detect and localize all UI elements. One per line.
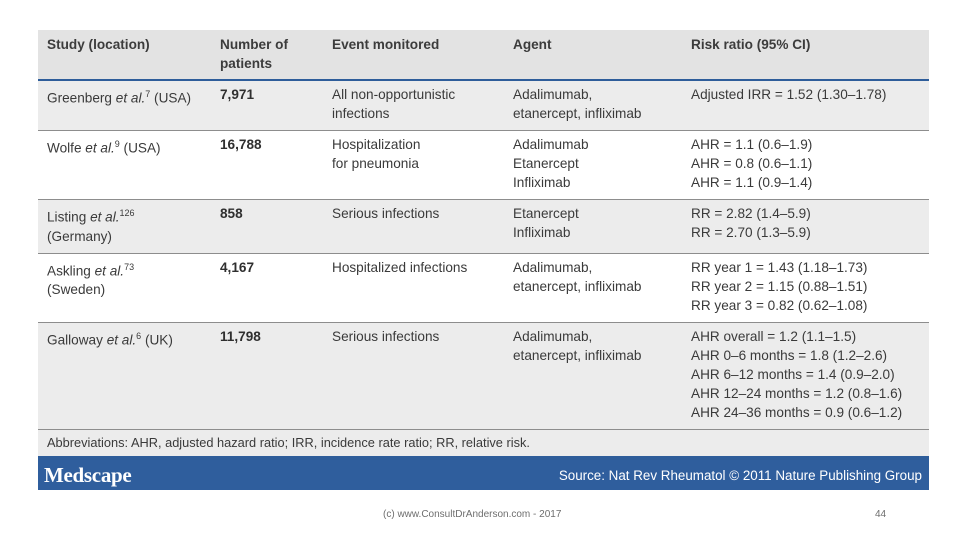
agent-line: etanercept, infliximab	[513, 106, 642, 121]
study-location: (USA)	[119, 140, 161, 156]
header-event-line: Event monitored	[332, 37, 440, 52]
risk-line: AHR = 1.1 (0.6–1.9)	[691, 137, 813, 152]
patients-count: 16,788	[220, 137, 262, 152]
study-line	[47, 327, 211, 350]
study-etal: et al.	[102, 332, 137, 348]
cell-study	[38, 200, 211, 254]
agent-line: Etanercept	[513, 206, 579, 221]
risk-line: RR year 2 = 1.15 (0.88–1.51)	[691, 278, 868, 294]
study-table	[38, 30, 929, 430]
study-location: (USA)	[150, 90, 192, 106]
risk-line: AHR = 1.1 (0.9–1.4)	[691, 175, 813, 190]
header-row	[38, 30, 929, 80]
study-etal: et al.	[112, 90, 146, 106]
cell-study	[38, 80, 211, 131]
risk-line: RR = 2.82 (1.4–5.9)	[691, 206, 811, 221]
study-line	[47, 85, 211, 108]
risk-line: RR = 2.70 (1.3–5.9)	[691, 225, 811, 240]
header-risk	[682, 30, 929, 80]
patients-count: 11,798	[220, 328, 261, 344]
cell-risk	[682, 253, 929, 322]
agent-line: Adalimumab	[513, 137, 589, 152]
study-figure	[38, 30, 929, 490]
table-row	[38, 80, 929, 131]
study-line	[47, 204, 211, 227]
header-risk-line: Risk ratio (95% CI)	[691, 37, 811, 52]
brand-bar	[38, 460, 929, 490]
cell-event	[323, 131, 504, 200]
medscape-logo: Medscape	[44, 462, 132, 487]
header-patients	[211, 30, 323, 80]
page-number: 44	[875, 509, 887, 520]
risk-line: AHR 0–6 months = 1.8 (1.2–2.6)	[691, 347, 888, 363]
study-location: (UK)	[141, 332, 173, 348]
study-etal: et al.	[81, 140, 115, 156]
cell-study	[38, 253, 211, 322]
risk-line: AHR 12–24 months = 1.2 (0.8–1.6)	[691, 385, 903, 401]
header-study-line: (location)	[88, 37, 150, 52]
patients-count: 4,167	[220, 259, 255, 275]
cell-event	[323, 322, 504, 429]
agent-line: Adalimumab,	[513, 87, 593, 102]
patients-count: 858	[220, 206, 243, 221]
source-credit: Source: Nat Rev Rheumatol © 2011 Nature Publishing Group	[558, 467, 922, 483]
table-row	[38, 253, 929, 322]
risk-line: AHR 24–36 months = 0.9 (0.6–1.2)	[691, 404, 903, 420]
study-line	[47, 258, 211, 281]
header-event	[323, 30, 504, 80]
study-location-line: (Sweden)	[47, 282, 106, 298]
risk-line: AHR overall = 1.2 (1.1–1.5)	[691, 328, 857, 344]
study-etal: et al.	[90, 263, 125, 279]
study-name: Wolfe	[47, 140, 82, 156]
cell-event	[323, 80, 504, 131]
table-body	[38, 80, 929, 429]
cell-agent	[504, 80, 682, 131]
study-name: Greenberg	[47, 90, 112, 106]
cell-patients	[211, 253, 323, 322]
study-name: Galloway	[47, 332, 103, 348]
study-ref: 126	[119, 208, 135, 218]
agent-line: etanercept, infliximab	[513, 347, 642, 363]
cell-patients	[211, 80, 323, 131]
cell-risk	[682, 322, 929, 429]
agent-line: Adalimumab,	[513, 328, 593, 344]
header-study	[38, 30, 211, 80]
cell-patients	[211, 322, 323, 429]
event-line: Serious infections	[332, 206, 440, 221]
agent-line: Infliximab	[513, 225, 571, 240]
patients-count: 7,971	[220, 87, 255, 102]
risk-line: AHR 6–12 months = 1.4 (0.9–2.0)	[691, 366, 895, 382]
study-etal: et al.	[86, 209, 120, 225]
abbreviations-note: Abbreviations: AHR, adjusted hazard ratio; IRR, incidence rate ratio; RR, relative risk.	[38, 430, 929, 460]
header-agent-line: Agent	[513, 37, 552, 52]
study-line	[47, 135, 211, 158]
cell-agent	[504, 322, 682, 429]
header-patients-line: of patients	[220, 37, 288, 71]
study-name: Askling	[47, 263, 91, 279]
event-line: Serious infections	[332, 328, 440, 344]
risk-line: RR year 1 = 1.43 (1.18–1.73)	[691, 259, 868, 275]
table-row	[38, 322, 929, 429]
study-ref: 9	[114, 139, 120, 149]
risk-line: RR year 3 = 0.82 (0.62–1.08)	[691, 297, 868, 313]
header-patients-line: Number	[220, 37, 272, 52]
event-line: infections	[332, 106, 390, 121]
cell-event	[323, 253, 504, 322]
event-line: All non-opportunistic	[332, 87, 456, 102]
study-name: Listing	[47, 209, 87, 225]
agent-line: etanercept, infliximab	[513, 278, 642, 294]
agent-line: Infliximab	[513, 175, 571, 190]
cell-event	[323, 200, 504, 254]
study-ref: 6	[136, 330, 142, 341]
event-line: Hospitalization	[332, 137, 421, 152]
study-location-line: (Germany)	[47, 228, 112, 244]
cell-agent	[504, 131, 682, 200]
cell-agent	[504, 253, 682, 322]
cell-study	[38, 131, 211, 200]
table-row	[38, 200, 929, 254]
copyright-text: (c) www.ConsultDrAnderson.com - 2017	[383, 509, 562, 520]
study-ref: 73	[124, 261, 135, 272]
cell-patients	[211, 200, 323, 254]
table-row	[38, 131, 929, 200]
cell-risk	[682, 200, 929, 254]
event-line: Hospitalized infections	[332, 259, 468, 275]
cell-risk	[682, 80, 929, 131]
risk-line: Adjusted IRR = 1.52 (1.30–1.78)	[691, 87, 887, 102]
header-study-line: Study	[47, 37, 85, 52]
study-ref: 7	[145, 89, 151, 99]
risk-line: AHR = 0.8 (0.6–1.1)	[691, 156, 813, 171]
cell-agent	[504, 200, 682, 254]
agent-line: Adalimumab,	[513, 259, 593, 275]
event-line: for pneumonia	[332, 156, 419, 171]
cell-risk	[682, 131, 929, 200]
cell-study	[38, 322, 211, 429]
agent-line: Etanercept	[513, 156, 579, 171]
header-agent	[504, 30, 682, 80]
cell-patients	[211, 131, 323, 200]
